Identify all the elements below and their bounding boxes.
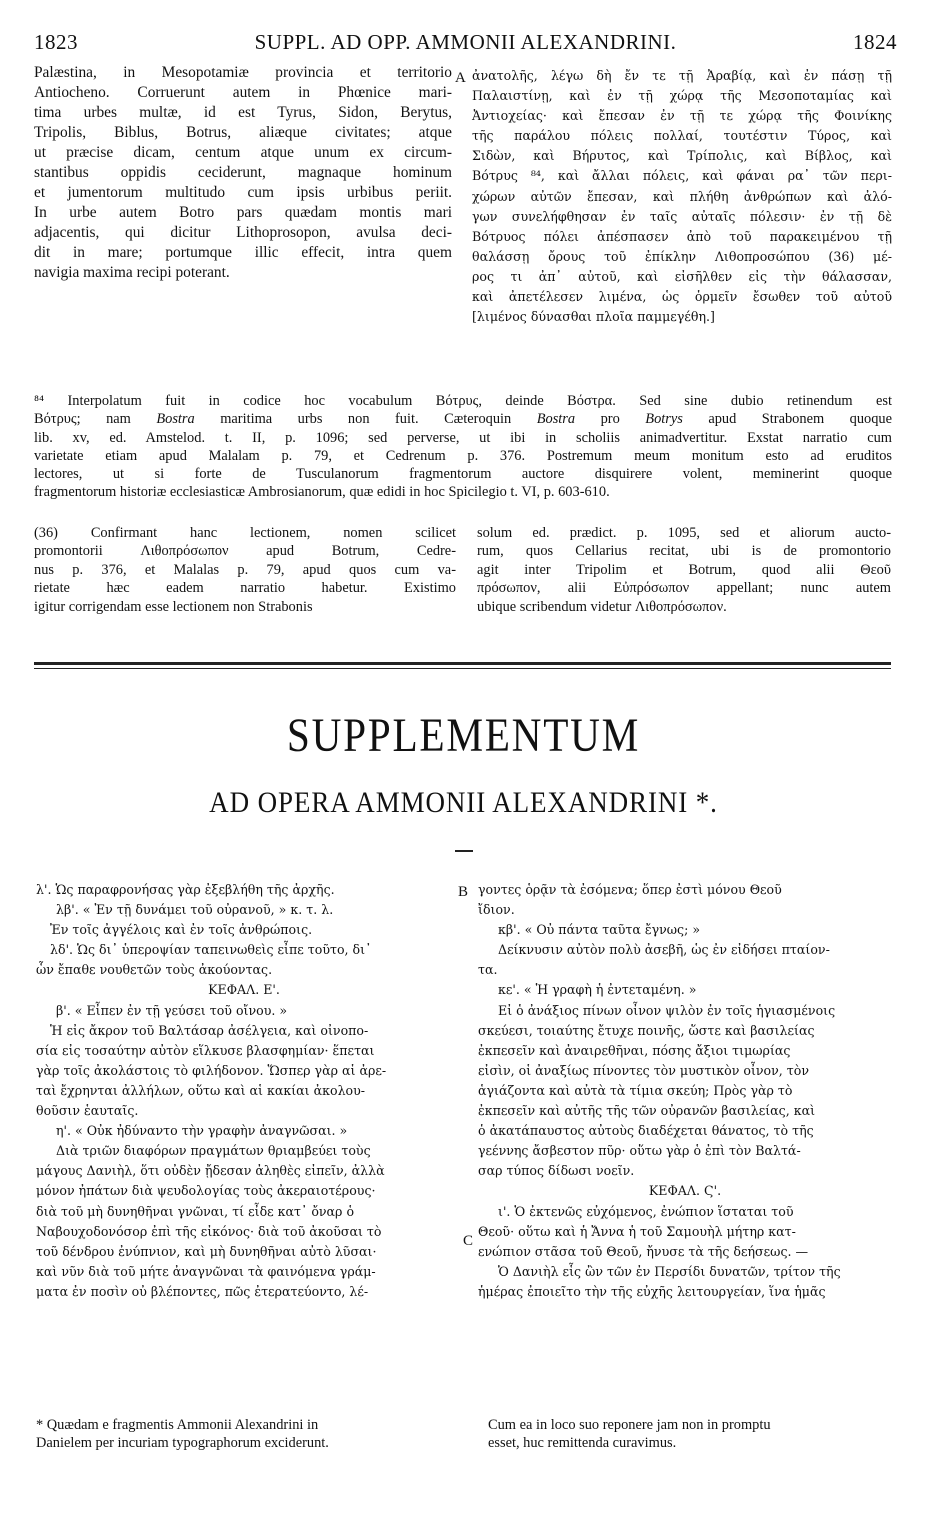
greek-text-line: τῆς παράλου πόλεις πολλαί, τουτέστιν Τύρος, καὶ — [472, 128, 892, 144]
greek-text-line: Βότρυος πόλει ἀπέσπασεν ἀπὸ τοῦ παρακειμένου τῇ — [472, 228, 892, 244]
note-36-line: solum ed. prædict. p. 1095, sed et aliorum aucto- — [477, 525, 891, 541]
body-text-line: μόνον ἠπάτων διὰ ψευδολογίας τοὺς ἀκεραιοτέρους· — [36, 1183, 376, 1199]
greek-column — [472, 66, 892, 327]
body-text-line: Ἐν τοῖς ἀγγέλοις καὶ ἐν τοῖς ἀνθρώποις. — [50, 922, 313, 938]
body-text-line: η'. « Οὐκ ἠδύναντο τὴν γραφὴν ἀναγνῶσαι. » — [56, 1123, 348, 1139]
latin-text-line: tima urbes multæ, id est Tyrus, Sidon, Berytus, — [34, 104, 452, 121]
note-36-left — [34, 524, 456, 616]
note-36-line: rietate hæc eadem narratio habetur. Existimo — [34, 580, 456, 597]
margin-marker-c: C — [463, 1233, 474, 1249]
footnote-star-line: Danielem per incuriam typographorum exciderunt. — [36, 1435, 329, 1452]
footnote-star-line: * Quædam e fragmentis Ammonii Alexandrini in — [36, 1417, 319, 1433]
body-text-line: λδ'. Ὡς δι᾽ ὑπεροψίαν ταπεινωθεὶς εἶπε τοῦτο, δι᾽ — [50, 942, 372, 958]
greek-text-line: ἀνατολῆς, λέγω δὴ ἔν τε τῇ Ἀραβίᾳ, καὶ ἐν πάσῃ τῇ — [472, 68, 892, 83]
body-text-line: Δείκνυσιν αὐτὸν πολὺ ἀσεβῆ, ὡς ἐν εἰδήσει πταίον- — [498, 942, 830, 958]
margin-marker-b: B — [458, 884, 469, 900]
body-text-line: ενώπιον στᾶσα τοῦ Θεοῦ, ἤνυσε τὰ τῆς δεήσεως. — — [478, 1243, 809, 1259]
footnote-84-line: varietate etiam apud Malalam p. 79, et Cedrenum p. 376. Postremum meum monitum esto ad eruditos — [34, 447, 892, 464]
body-text-line: β'. « Εἶπεν ἐν τῇ γεύσει τοῦ οἴνου. » — [56, 1002, 288, 1018]
note-36-line: (36) Confirmant hanc lectionem, nomen scilicet — [34, 525, 456, 541]
footnote-84-line: fragmentorum historiæ ecclesiasticæ Ambrosianorum, quæ edidi in hoc Spicilegio t. VI, p. 603-610. — [34, 484, 610, 501]
latin-text-line: stantibus oppidis ceciderunt, magnaque hominum — [34, 164, 452, 181]
body-text-line: Διὰ τριῶν διαφόρων πραγμάτων θριαμβεύει τοὺς — [56, 1143, 371, 1159]
body-text-line: ὧν ἔπαθε νουθετῶν τοὺς ἀκούοντας. — [36, 962, 273, 978]
footnote-star-line: esset, huc remittenda curavimus. — [488, 1435, 677, 1452]
body-text-line: εἰσὶν, οἱ ἀναξίως πίνοντες τὸν μυστικὸν οἶνον, τὸν — [478, 1062, 809, 1078]
body-text-line: θοῦσιν ἑαυταῖς. — [36, 1103, 139, 1119]
greek-text-line: θαλάσσῃ ὄρους τοῦ ἐπίκλην Λιθοπροσώπου (36) μέ- — [472, 248, 892, 264]
footnote-84-line: Βότρυς; nam Bostra maritima urbs non fuit. Cæteroquin Bostra pro Botrys apud Strabonem quoque — [34, 411, 893, 428]
footnote-84-line: lib. xv, ed. Amstelod. t. II, p. 1096; sed perverse, ut ibi in scholiis animadvertitur. Exstat narratio cum — [34, 429, 892, 446]
footnote-84 — [34, 392, 892, 502]
greek-text-line: [λιμένος δύνασθαι πλοῖα παμμεγέθη.] — [472, 309, 715, 325]
body-text-line: ταὶ ἔχρηνται ἀλλήλων, οὕτω καὶ αἱ κακίαι ἀκολου- — [36, 1082, 366, 1098]
greek-text-line: Βότρυς ⁸⁴, καὶ ἄλλαι πόλεις, καὶ φάναι ρα᾽ τῶν περι- — [472, 168, 892, 184]
page-number-right: 1824 — [853, 30, 897, 54]
page-number-left: 1823 — [34, 30, 78, 54]
body-text-line: γεέννης ἄσβεστον πῦρ· οὕτω γὰρ ὁ ἐπὶ τὸν Βαλτά- — [478, 1143, 801, 1159]
body-text-line: λ'. Ὡς παραφρονήσας γὰρ ἐξεβλήθη τῆς ἀρχῆς. — [36, 882, 335, 897]
body-text-line: σία εἰς τοσαύτην αὐτὸν εἵλκυσε βλασφημίαν· ἕπεται — [36, 1042, 375, 1058]
greek-text-line: γων συνελήφθησαν ἐν ταῖς αὐταῖς πόλεσιν· ἐν τῇ δὲ — [472, 208, 892, 224]
body-text-line: ἐκπεσεῖν καὶ ἀναιρεθῆναι, πόσης ἄξιοι τιμωρίας — [478, 1042, 791, 1058]
running-header — [34, 30, 897, 56]
latin-text-line: navigia maxima recipi poterant. — [34, 264, 230, 281]
title-dash — [455, 850, 473, 852]
body-text-line: ἐκπεσεῖν καὶ αὐτῆς τῆς τῶν οὐρανῶν βασιλείας, καὶ — [478, 1103, 816, 1119]
body-text-line: Ναβουχοδονόσορ ἐπὶ τῆς εἰκόνος· διὰ τοῦ ἀκοῦσαι τὸ — [36, 1223, 382, 1239]
greek-text-line: ρος τι ἀπ᾽ αὐτοῦ, καὶ εἰσῆλθεν εἰς τὴν θάλασσαν, — [472, 268, 892, 284]
latin-text-line: et jumentorum multitudo cum ipsis urbibus periit. — [34, 184, 452, 201]
body-text-line: λβ'. « Ἐν τῇ δυνάμει τοῦ οὐρανοῦ, » κ. τ. λ. — [56, 902, 334, 918]
greek-text-line: καὶ ἀπετέλεσεν λιμένα, ὡς ὁρμεῖν ἔσωθεν τοῦ αὐτοῦ — [472, 289, 892, 305]
margin-marker-a: A — [455, 70, 466, 86]
note-36-right — [477, 524, 891, 616]
greek-text-line: Σιδὼν, καὶ Βήρυτος, καὶ Τρίπολις, καὶ Βίβλος, καὶ — [472, 148, 892, 164]
latin-text-line: dit in mare; portumque illic effecit, intra quem — [34, 244, 452, 261]
note-36-line: rum, quos Cellarius recitat, ubi is de promontorio — [477, 543, 891, 560]
body-text-line: ἁγιάζοντα καὶ αὐτὰ τὰ τίμια σκεύη; Πρὸς γὰρ τὸ — [478, 1082, 793, 1098]
running-title: SUPPL. AD OPP. AMMONII ALEXANDRINI. — [254, 30, 677, 54]
latin-text-line: ut præcise dicam, centum atque unum ex circum- — [34, 144, 452, 161]
note-36-line: πρόσωπον, alii Εὐπρόσωπον appellant; nunc autem — [477, 580, 891, 597]
note-36-line: nus p. 376, et Malalas p. 79, apud quos cum va- — [34, 561, 456, 578]
body-text-line: σκεύεσι, τοιαύτης ἔτυχε ποινῆς, ὥστε καὶ βασιλείας — [478, 1022, 815, 1038]
supplement-title: SUPPLEMENTUM — [286, 709, 641, 762]
greek-text-line: χώρων αὐτῶν ἔπεσαν, καὶ πλήθη ἀνθρώπων καὶ ἀλό- — [472, 188, 892, 204]
body-text-line: γὰρ τοῖς ἀκολάστοις τὸ φιλήδονον. Ὥσπερ γὰρ αἱ ἀρε- — [36, 1062, 387, 1078]
greek-text-line: Ἀντιοχείας· καὶ ἔπεσαν ἐν τῇ τε χώρᾳ τῆς Φοινίκης — [472, 108, 892, 124]
note-36-line: igitur corrigendam esse lectionem non Strabonis — [34, 598, 313, 615]
supplement-subtitle: AD OPERA AMMONII ALEXANDRINI *. — [209, 786, 718, 819]
separator-rule-thin — [34, 668, 891, 669]
latin-text-line: In urbe autem Botro pars quædam montis mari — [34, 204, 452, 221]
body-right-column — [478, 880, 892, 1302]
body-text-line: Ἡ εἰς ἄκρον τοῦ Βαλτάσαρ ἀσέλγεια, καὶ οἰνοπο- — [50, 1022, 369, 1038]
body-text-line: ματα ἐν ποσὶν οὐ βλέποντες, πῶς ἐτερατεύοντο, λέ- — [36, 1283, 369, 1299]
body-text-line: κε'. « Ἡ γραφὴ ἡ ἐντεταμένη. » — [498, 982, 697, 998]
body-text-line: κβ'. « Οὐ πάντα ταῦτα ἔγνως; » — [498, 922, 701, 938]
body-text-line: καὶ νῦν διὰ τοῦ μήτε ἀναγνῶναι τὰ φαινόμενα γράμ- — [36, 1263, 376, 1279]
body-text-line: ΚΕΦΑΛ. Ε'. — [208, 982, 280, 998]
body-text-line: Εἰ ὁ ἀνάξιος πίνων οἶνον ψιλὸν ἐν τοῖς ἡγιασμένοις — [498, 1002, 836, 1018]
body-text-line: ὁ ἀκατάπαυστος αὐτοὺς διαδέχεται θάνατος, τὸ τῆς — [478, 1123, 814, 1139]
body-text-line: τοῦ δένδρου ἐνύπνιον, καὶ μὴ δυνηθῆναι αὐτὸ λῦσαι· — [36, 1243, 377, 1259]
latin-text-line: Palæstina, in Mesopotamiæ provincia et territorio — [34, 64, 452, 81]
latin-text-line: Tripolis, Biblus, Botrus, aliæque civitates; atque — [34, 124, 452, 141]
body-text-line: ΚΕΦΑΛ. Ϛ'. — [648, 1183, 722, 1199]
body-text-line: γοντες ὁρᾷν τὰ ἐσόμενα; ὅπερ ἐστὶ μόνου Θεοῦ — [478, 882, 782, 897]
footnote-star-left — [36, 1416, 456, 1453]
body-text-line: σαρ τύπος δίδωσι νοεῖν. — [478, 1163, 635, 1179]
footnote-84-line: ⁸⁴ Interpolatum fuit in codice hoc vocabulum Βότρυς, deinde Βόστρα. Sed sine dubio retinendum est — [34, 393, 892, 409]
body-text-line: ἡμέρας ἐποιεῖτο τὴν τῆς εὐχῆς λειτουργείαν, ἵνα ἡμᾶς — [478, 1283, 826, 1299]
latin-text-line: Antiocheno. Corruerunt autem in Phœnice mari- — [34, 84, 452, 101]
latin-column — [34, 63, 452, 283]
note-36-line: ubique scribendum videtur Λιθοπρόσωπον. — [477, 598, 727, 615]
greek-text-line: Παλαιστίνῃ, καὶ ἐν τῇ χώρᾳ τῆς Μεσοποταμίας καὶ — [472, 88, 892, 104]
body-left-column — [36, 880, 452, 1302]
footnote-84-line: lectores, ut si forte de Tusculanorum fragmentorum auctore disquirere volent, meminerint quoque — [34, 466, 892, 483]
body-text-line: ι'. Ὁ ἐκτενῶς εὐχόμενος, ἐνώπιον ἵσταται τοῦ — [498, 1203, 794, 1219]
separator-rule — [34, 662, 891, 665]
footnote-star-line: Cum ea in loco suo reponere jam non in promptu — [488, 1417, 771, 1433]
note-36-line: agit inter Tripolim et Botrum, quod alii Θεοῦ — [477, 561, 891, 578]
note-36-line: promontorii Λιθοπρόσωπον apud Botrum, Cedre- — [34, 543, 456, 560]
latin-text-line: adjacentis, qui dicitur Lithoprosopon, avulsa deci- — [34, 224, 452, 241]
body-text-line: διὰ τοῦ μὴ δυνηθῆναι γνῶναι, τί εἶδε κατ᾽ ὄναρ ὁ — [36, 1203, 355, 1219]
footnote-star-right — [488, 1416, 892, 1453]
body-text-line: τα. — [478, 962, 498, 978]
body-text-line: Θεοῦ· οὕτω καὶ ἡ Ἄννα ἡ τοῦ Σαμουὴλ μήτηρ κατ- — [478, 1223, 796, 1239]
body-text-line: μάγους Δανιὴλ, ὅτι οὐδὲν ᾔδεσαν ἀληθὲς εἰπεῖν, ἀλλὰ — [36, 1163, 385, 1179]
body-text-line: Ὁ Δανιὴλ εἷς ὢν τῶν ἐν Περσίδι δυνατῶν, τρίτον τῆς — [498, 1263, 841, 1279]
body-text-line: ἴδιον. — [478, 902, 515, 918]
